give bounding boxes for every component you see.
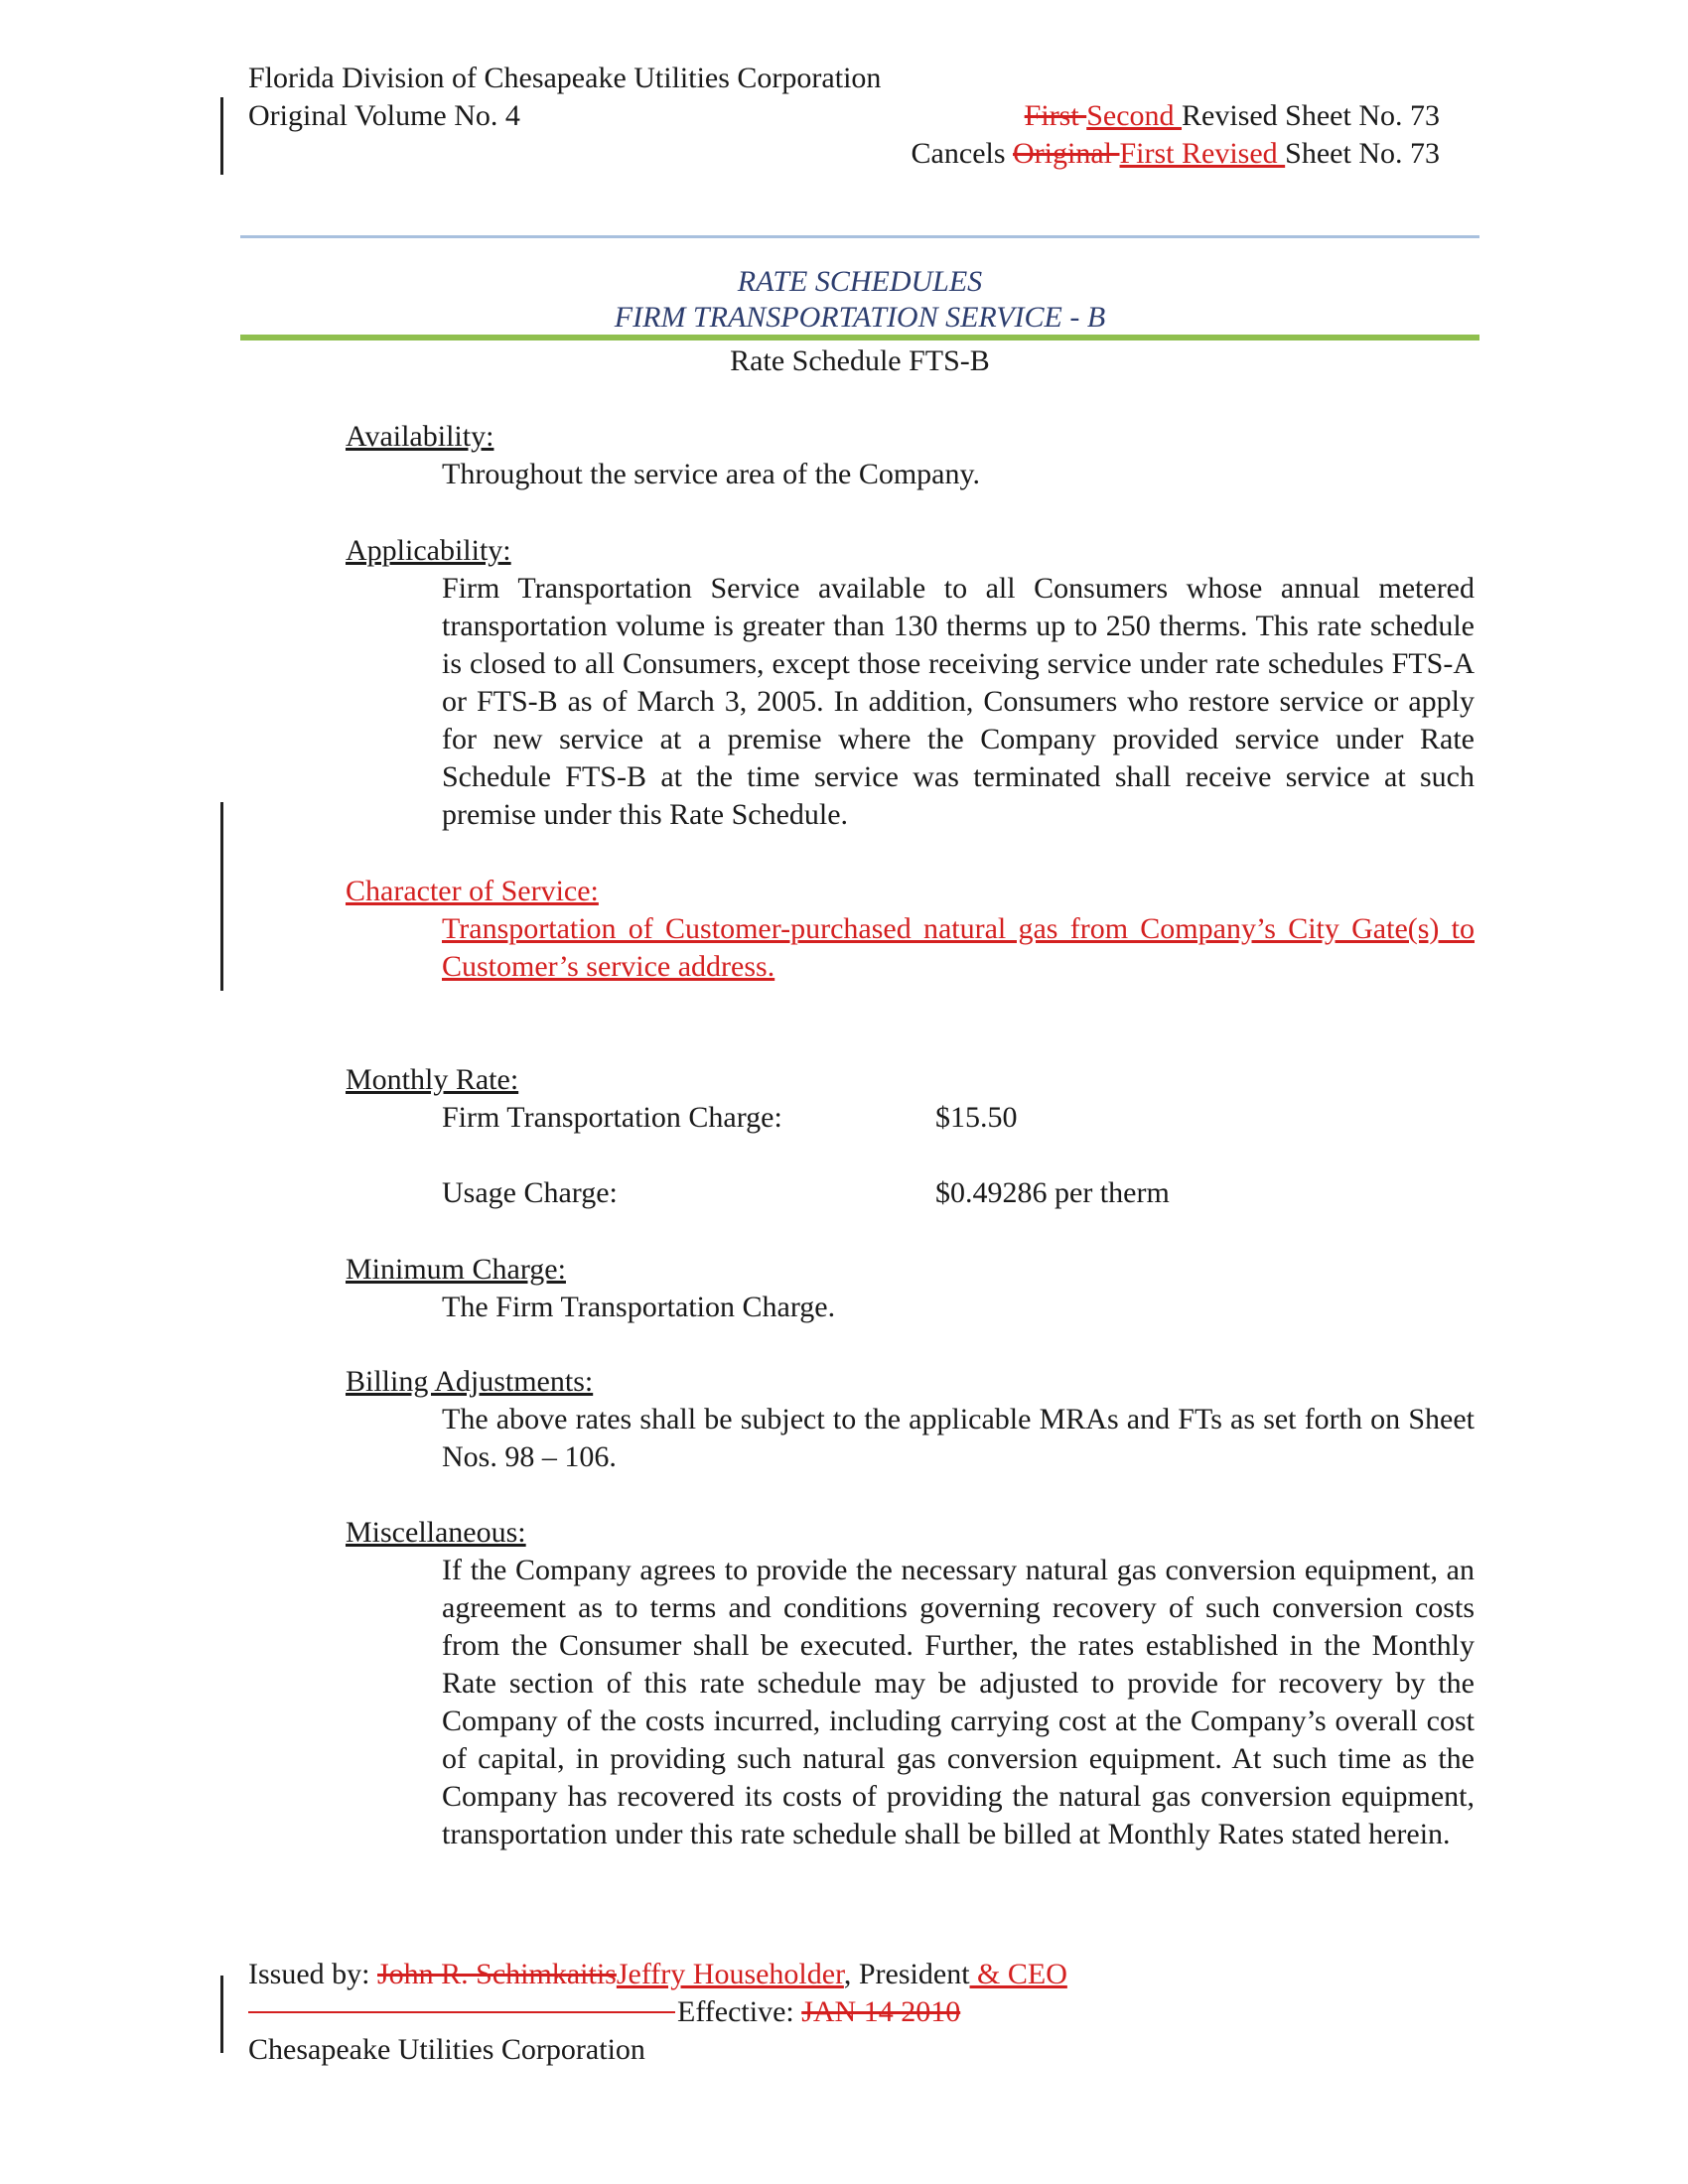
header-sheet-number <box>1025 97 1440 135</box>
character-heading: Character of Service: <box>346 875 599 907</box>
miscellaneous-heading: Miscellaneous: <box>346 1516 526 1549</box>
issued-label: Issued by: <box>248 1958 377 1990</box>
header-cancels <box>912 135 1440 173</box>
footer-company: Chesapeake Utilities Corporation <box>248 2033 645 2066</box>
change-bar-header <box>220 97 223 175</box>
monthly-rate-heading: Monthly Rate: <box>346 1063 519 1096</box>
issuer-inserted-text: Jeffry Householder <box>616 1958 844 1990</box>
minimum-charge-text: The Firm Transportation Charge. <box>442 1291 836 1323</box>
rate-row-firm-value: $15.50 <box>935 1101 1018 1134</box>
applicability-text: Firm Transportation Service available to all Consumers whose annual metered transportation volume is greater than 130 therms up to 250 therms. This rate schedule is closed to all Consumers, except those receiving service under rate schedules FTS-A or FTS-B as of March 3, 2005. In addition, Consumers who restore service or apply for new service at a premise where the Company provided service under Rate Schedule FTS-B at the time service was terminated shall receive service at such premise under this Rate Schedule. <box>442 572 1475 831</box>
cancels-deleted-text: Original <box>1013 137 1120 170</box>
billing-adjustments-heading: Billing Adjustments: <box>346 1365 594 1398</box>
change-bar-body <box>220 802 223 991</box>
effective-label: Effective: <box>677 1995 802 2028</box>
footer-strike-line <box>248 2011 675 2013</box>
change-bar-footer <box>220 1976 223 2053</box>
sheet-rest-text: Revised Sheet No. 73 <box>1182 99 1440 132</box>
applicability-heading: Applicability: <box>346 534 511 567</box>
minimum-charge-heading: Minimum Charge: <box>346 1253 566 1286</box>
title-rule-bottom <box>240 335 1479 341</box>
rate-row-firm-label: Firm Transportation Charge: <box>442 1101 782 1134</box>
effective-deleted-date: JAN 14 2010 <box>801 1995 961 2028</box>
cancels-rest-text: Sheet No. 73 <box>1285 137 1440 170</box>
availability-text: Throughout the service area of the Company. <box>442 458 981 490</box>
cancels-label: Cancels <box>911 137 1014 170</box>
character-text: Transportation of Customer-purchased natural gas from Company’s City Gate(s) to Customer’s service address. <box>442 912 1475 983</box>
availability-heading: Availability: <box>346 420 494 453</box>
band-title-1: RATE SCHEDULES <box>737 265 983 298</box>
issuer-title-inserted-text: & CEO <box>969 1958 1067 1990</box>
sheet-deleted-text: First <box>1024 99 1087 132</box>
header-volume: Original Volume No. 4 <box>248 99 520 132</box>
footer-effective <box>677 1993 960 2031</box>
rate-row-usage-value: $0.49286 per therm <box>935 1176 1170 1209</box>
issuer-title: President <box>858 1958 970 1990</box>
header-company: Florida Division of Chesapeake Utilities Corporation <box>248 62 882 94</box>
cancels-inserted-text: First Revised <box>1119 137 1286 170</box>
rate-row-usage-label: Usage Charge: <box>442 1176 618 1209</box>
schedule-title: Rate Schedule FTS-B <box>730 344 990 377</box>
issuer-comma: , <box>843 1958 859 1990</box>
footer-issued-by <box>248 1956 1067 1993</box>
issuer-deleted-text: John R. Schimkaitis <box>377 1958 617 1990</box>
title-rule-top <box>240 235 1479 238</box>
sheet-inserted-text: Second <box>1086 99 1183 132</box>
billing-adjustments-text: The above rates shall be subject to the applicable MRAs and FTs as set forth on Sheet Nos. 98 – 106. <box>442 1403 1475 1473</box>
miscellaneous-text: If the Company agrees to provide the necessary natural gas conversion equipment, an agreement as to terms and conditions governing recovery of such conversion costs from the Consumer shall be executed. Further, the rates established in the Monthly Rate section of this rate schedule may be adjusted to provide for recovery by the Company of the costs incurred, including carrying cost at the Company’s overall cost of capital, in providing such natural gas conversion equipment. At such time as the Company has recovered its costs of providing the natural gas conversion equipment, transportation under this rate schedule shall be billed at Monthly Rates stated herein. <box>442 1554 1475 1850</box>
band-title-2: FIRM TRANSPORTATION SERVICE - B <box>614 301 1106 334</box>
